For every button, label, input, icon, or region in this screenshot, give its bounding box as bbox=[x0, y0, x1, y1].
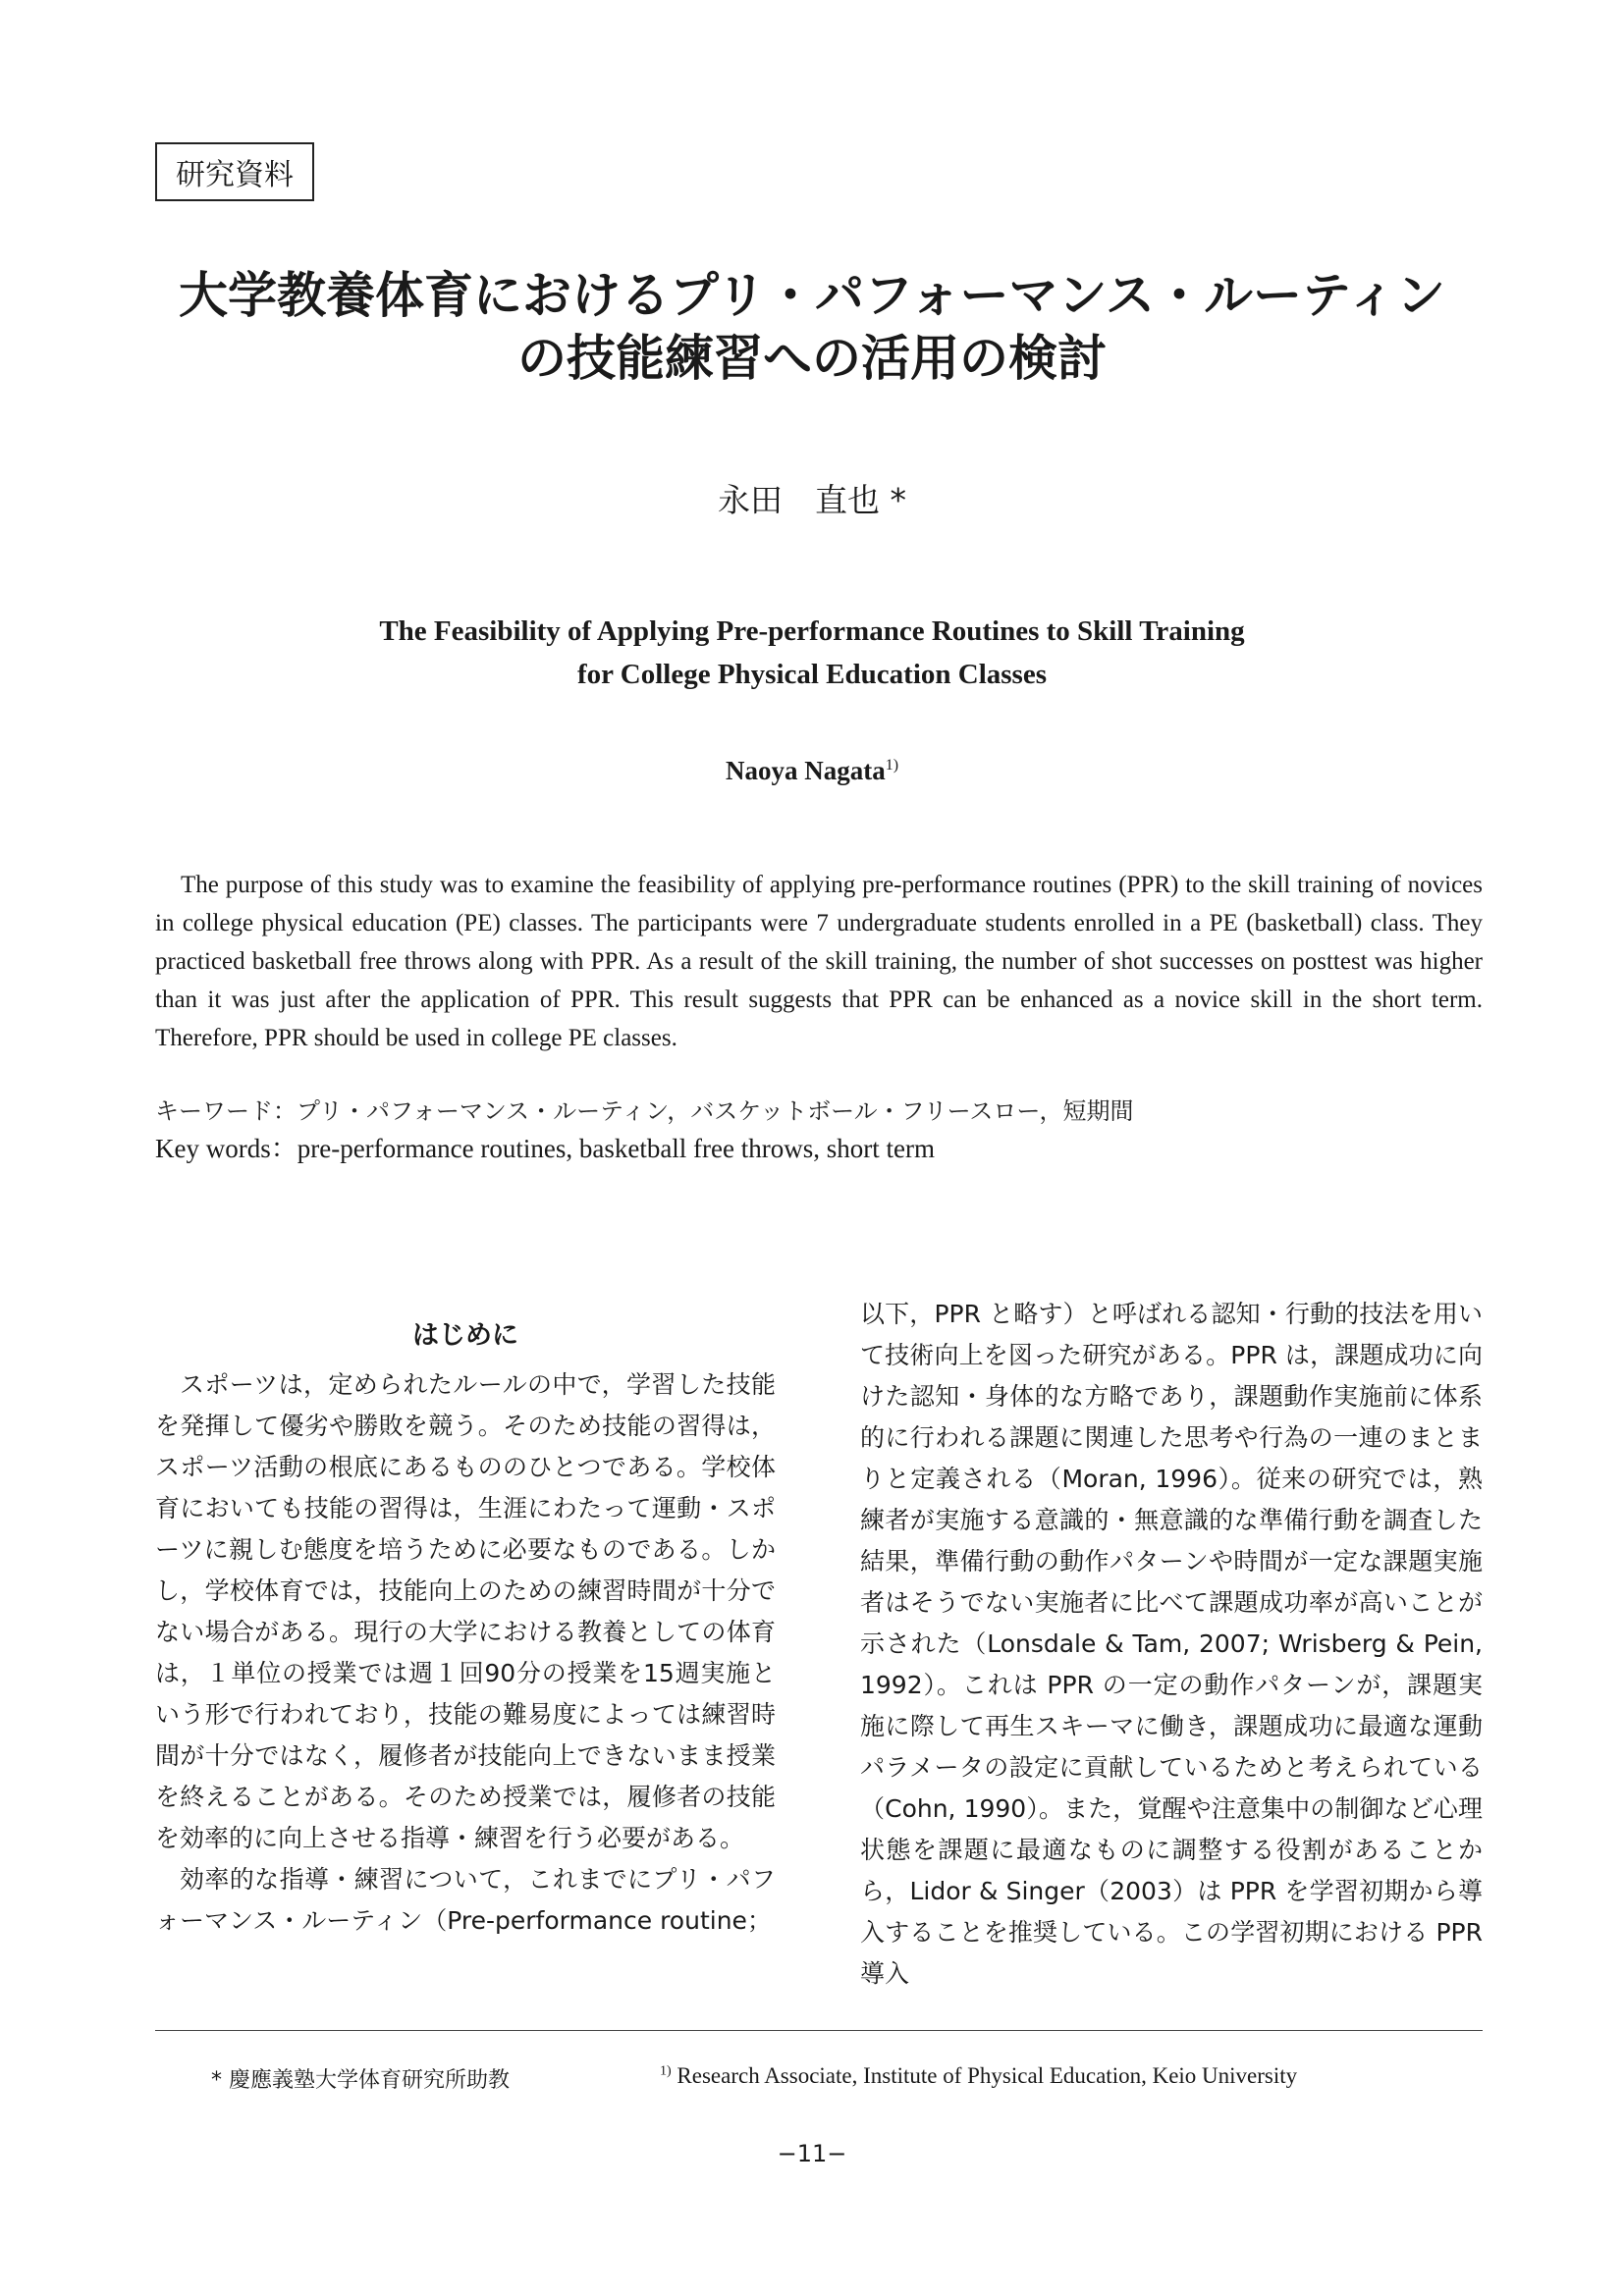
paragraph: 効率的な指導・練習について，これまでにプリ・パフォーマンス・ルーティン（Pre-performance routine； bbox=[155, 1865, 776, 1935]
paragraph: 以下，PPR と略す）と呼ばれる認知・行動的技法を用いて技術向上を図った研究がある。PPR は，課題成功に向けた認知・身体的な方略であり，課題動作実施前に体系的に行われる課題に関連した思考や行為の一連のまとまりと定義される（Moran, 1996）。従来の研究では，熟練者が実施する意識的・無意識的な準備行動を調査した結果，準備行動の動作パターンや時間が一定な課題実施者はそうでない実施者に比べて課題成功率が高いことが示された（Lonsdale & Tam, 2007; Wrisberg & Pein, 1992）。これは PPR の一定の動作パターンが，課題実施に際して再生スキーマに働き，課題成功に最適な運動パラメータの設定に貢献しているためと考えられている（Cohn, 1990）。また，覚醒や注意集中の制御など心理状態を課題に最適なものに調整する役割があることから，Lidor & Singer（2003）は PPR を学習初期から導入することを推奨している。この学習初期における PPR 導入 bbox=[860, 1300, 1483, 1988]
section-label: 研究資料 bbox=[155, 142, 314, 201]
author-en bbox=[0, 756, 1624, 786]
title-ja-line-1: 大学教養体育におけるプリ・パフォーマンス・ルーティン bbox=[179, 267, 1445, 324]
author-ja: 永田 直也 * bbox=[718, 481, 906, 519]
author-en-mark: 1) bbox=[885, 757, 899, 774]
body-column-left bbox=[155, 1315, 776, 1942]
page-number: −11− bbox=[777, 2140, 847, 2167]
abstract: The purpose of this study was to examine the feasibility of applying pre-performance routines (PPR) to the skill training of novices in college physical education (PE) classes. The participants were 7 undergraduate students enrolled in a PE (basketball) class. They practiced basketball free throws along with PPR. As a result of the skill training, the number of shot successes on posttest was higher than it was just after the application of PPR. This result suggests that PPR can be enhanced as a novice skill in the short term. Therefore, PPR should be used in college PE classes. bbox=[155, 872, 1483, 1051]
keywords-en: Key words：pre-performance routines, basketball free throws, short term bbox=[155, 1134, 935, 1163]
paragraph: スポーツは，定められたルールの中で，学習した技能を発揮して優劣や勝敗を競う。そのため技能の習得は，スポーツ活動の根底にあるもののひとつである。学校体育においても技能の習得は，生涯にわたって運動・スポーツに親しむ態度を培うために必要なものである。しかし，学校体育では，技能向上のための練習時間が十分でない場合がある。現行の大学における教養としての体育は，１単位の授業では週１回90分の授業を15週実施という形で行われており，技能の難易度によっては練習時間が十分ではなく，履修者が技能向上できないまま授業を終えることがある。そのため授業では，履修者の技能を効率的に向上させる指導・練習を行う必要がある。 bbox=[155, 1370, 776, 1852]
keywords-ja: キーワード：プリ・パフォーマンス・ルーティン，バスケットボール・フリースロー，短期間 bbox=[155, 1097, 1134, 1125]
title-en-line-1: The Feasibility of Applying Pre-performance Routines to Skill Training bbox=[379, 615, 1245, 647]
footnote-en bbox=[660, 2063, 1297, 2089]
footnote-ja: * 慶應義塾大学体育研究所助教 bbox=[211, 2068, 510, 2093]
footnote-en-text: Research Associate, Institute of Physical Education, Keio University bbox=[677, 2063, 1298, 2088]
title-en-line-2: for College Physical Education Classes bbox=[577, 659, 1047, 690]
footnote-rule bbox=[155, 2030, 1483, 2031]
footnote-en-mark: 1) bbox=[660, 2063, 672, 2079]
title-ja-line-2: の技能練習への活用の検討 bbox=[517, 330, 1107, 387]
body-column-right bbox=[860, 1294, 1483, 1995]
section-heading: はじめに bbox=[412, 1320, 518, 1351]
author-en-name: Naoya Nagata bbox=[725, 756, 886, 785]
